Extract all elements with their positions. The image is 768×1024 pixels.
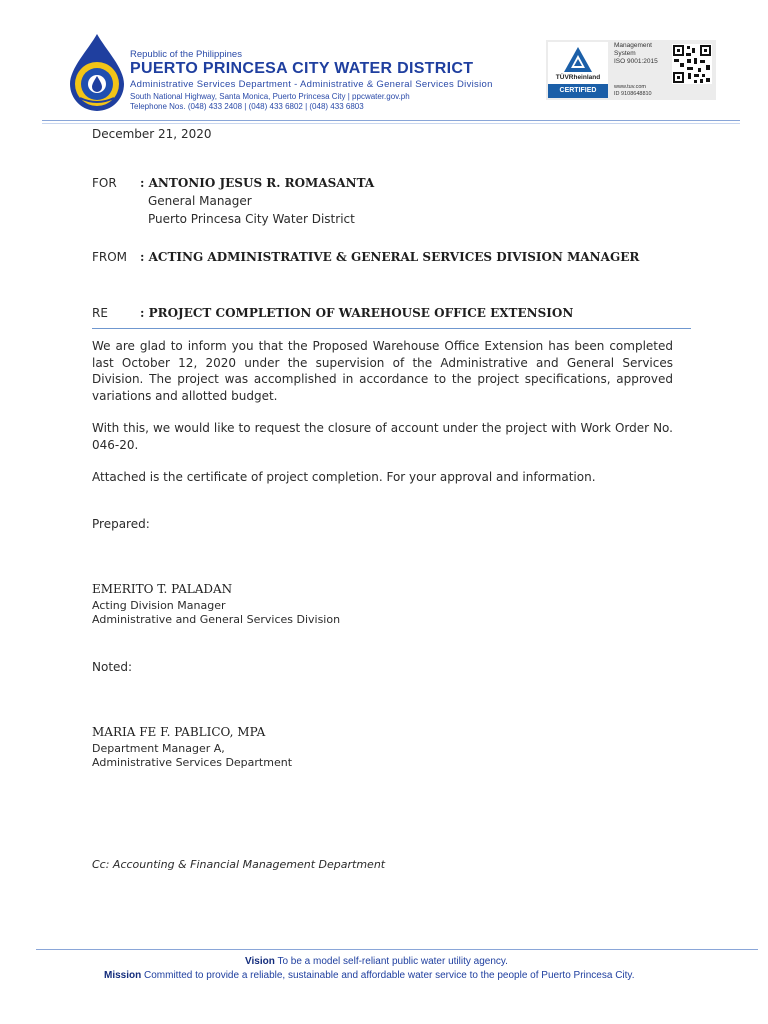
subject-divider (92, 328, 691, 329)
body-paragraph-1: We are glad to inform you that the Proposed Warehouse Office Extension has been completed last October 12, 2020 under the supervision of the Administrative and General Services Division. The project was accomplished in accordance to the project specifications, approved variations and allotted budget. (92, 339, 673, 403)
qr-code-icon (672, 44, 712, 84)
for-org: Puerto Princesa City Water District (148, 212, 355, 226)
address-line: South National Highway, Santa Monica, Puerto Princesa City | ppcwater.gov.ph (130, 92, 410, 101)
memo-date: December 21, 2020 (92, 127, 212, 141)
water-drop-logo-icon (66, 32, 128, 112)
prepared-name: EMERITO T. PALADAN (92, 582, 233, 596)
for-label: FOR (92, 176, 117, 190)
vision-line (245, 956, 508, 967)
noted-office: Administrative Services Department (92, 756, 293, 769)
re-label: RE (92, 306, 108, 320)
mgmt-line: ISO 9001:2015 (614, 58, 658, 65)
management-system-text (614, 42, 672, 66)
cert-id: ID 9108648810 (614, 90, 652, 97)
vision-label: Vision (245, 956, 275, 967)
mission-line (104, 970, 634, 981)
for-name: : ANTONIO JESUS R. ROMASANTA (140, 176, 375, 190)
header-divider (42, 120, 740, 121)
department-line: Administrative Services Department - Administrative & General Services Division (130, 79, 493, 90)
mission-text: Committed to provide a reliable, sustainable and affordable water service to the people of Puerto Princesa City. (144, 970, 635, 981)
mgmt-line: System (614, 50, 636, 57)
body-paragraph-3: Attached is the certificate of project completion. For your approval and information. (92, 470, 596, 484)
prepared-title: Acting Division Manager (92, 599, 226, 612)
mission-label: Mission (104, 970, 142, 981)
republic-line: Republic of the Philippines (130, 49, 242, 60)
from-value: : ACTING ADMINISTRATIVE & GENERAL SERVICES DIVISION MANAGER (140, 250, 640, 264)
tuv-name: TÜVRheinland (555, 74, 601, 81)
header-divider (42, 123, 740, 124)
cert-web: www.tuv.com (614, 84, 646, 90)
certified-badge: CERTIFIED (548, 84, 608, 98)
body-paragraph-2: With this, we would like to request the closure of account under the project with Work Order No. 046-20. (92, 421, 673, 452)
prepared-office: Administrative and General Services Division (92, 613, 341, 626)
re-value: : PROJECT COMPLETION OF WAREHOUSE OFFICE EXTENSION (140, 306, 574, 320)
noted-label: Noted: (92, 660, 133, 674)
telephone-line: Telephone Nos. (048) 433 2408 | (048) 433 6802 | (048) 433 6803 (130, 102, 364, 111)
tuv-triangle-icon (563, 46, 593, 73)
org-name: PUERTO PRINCESA CITY WATER DISTRICT (130, 60, 474, 77)
vision-text: To be a model self-reliant public water utility agency. (277, 956, 508, 967)
cert-web-text (614, 84, 652, 97)
noted-title: Department Manager A, (92, 742, 225, 755)
from-label: FROM (92, 250, 128, 264)
footer-divider (36, 949, 758, 950)
mgmt-line: Management (614, 42, 652, 49)
for-title: General Manager (148, 194, 252, 208)
prepared-label: Prepared: (92, 517, 150, 531)
noted-name: MARIA FE F. PABLICO, MPA (92, 725, 266, 739)
cc-line: Cc: Accounting & Financial Management Department (92, 858, 386, 871)
